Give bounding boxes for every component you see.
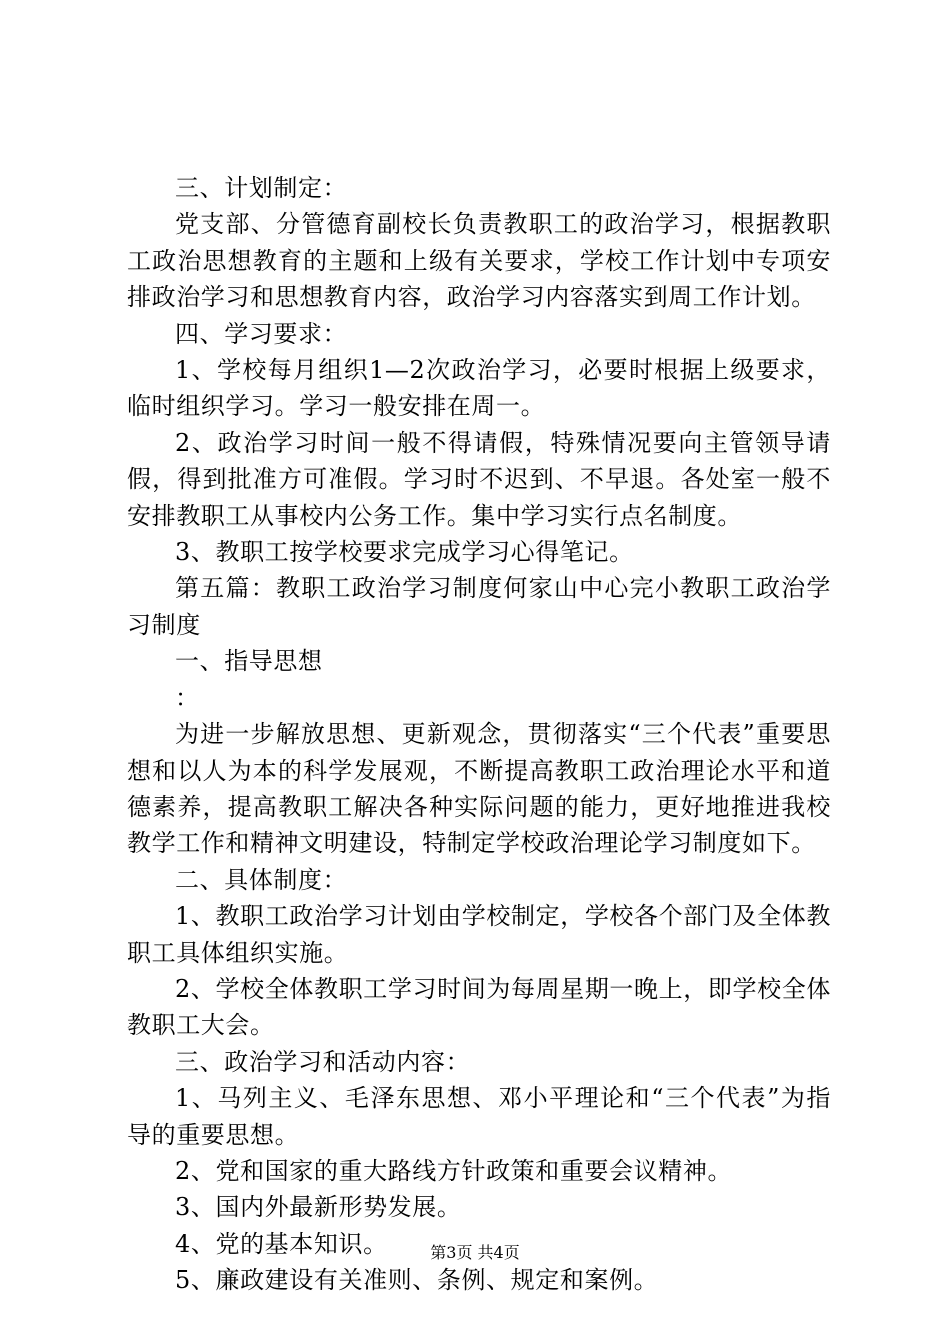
paragraph-requirement-2: 2、政治学习时间一般不得请假，特殊情况要向主管领导请假，得到批准方可准假。学习时不迟到、不早退。各处室一般不安排教职工从事校内公务工作。集中学习实行点名制度。 — [127, 428, 831, 530]
paragraph-content-1: 1、马列主义、毛泽东思想、邓小平理论和“三个代表”为指导的重要思想。 — [127, 1084, 831, 1149]
paragraph-content-4: 4、党的基本知识。 — [175, 1229, 388, 1258]
paragraph-content-3: 3、国内外最新形势发展。 — [175, 1193, 462, 1222]
paragraph-rule-2: 2、学校全体教职工学习时间为每周星期一晚上，即学校全体教职工大会。 — [127, 974, 831, 1040]
paragraph-guiding-thought: 为进一步解放思想、更新观念，贯彻落实“三个代表”重要思想和以人为本的科学发展观，不断提高教职工政治理论水平和道德素养，提高教职工解决各种实际问题的能力，更好地推进我校教学工作和精神文明建设，特制定学校政治理论学习制度如下。 — [127, 720, 831, 858]
section-heading-plan: 三、计划制定： — [175, 174, 348, 202]
paragraph-content-2: 2、党和国家的重大路线方针政策和重要会议精神。 — [175, 1156, 733, 1185]
section-heading-requirements: 四、学习要求： — [175, 319, 348, 348]
paragraph-requirement-1: 1、学校每月组织1—2次政治学习，必要时根据上级要求，临时组织学习。学习一般安排在周一。 — [127, 356, 831, 421]
paragraph-rule-1: 1、教职工政治学习计划由学校制定，学校各个部门及全体教职工具体组织实施。 — [127, 902, 831, 967]
paragraph-plan-detail: 党支部、分管德育副校长负责教职工的政治学习，根据教职工政治思想教育的主题和上级有关要求，学校工作计划中专项安排政治学习和思想教育内容，政治学习内容落实到周工作计划。 — [127, 210, 831, 312]
section-heading-specific-rules: 二、具体制度： — [175, 865, 348, 894]
paragraph-requirement-3: 3、教职工按学校要求完成学习心得笔记。 — [175, 538, 634, 567]
paragraph-content-5: 5、廉政建设有关准则、条例、规定和案例。 — [175, 1266, 659, 1295]
colon-line: ： — [175, 683, 200, 712]
section-heading-guiding-thought: 一、指导思想 — [175, 647, 323, 676]
document-body — [127, 170, 831, 1299]
section-heading-study-content: 三、政治学习和活动内容： — [175, 1047, 471, 1076]
page-number-footer: 第3页 共4页 — [430, 1243, 520, 1262]
chapter-title-5: 第五篇：教职工政治学习制度何家山中心完小教职工政治学习制度 — [127, 574, 831, 639]
